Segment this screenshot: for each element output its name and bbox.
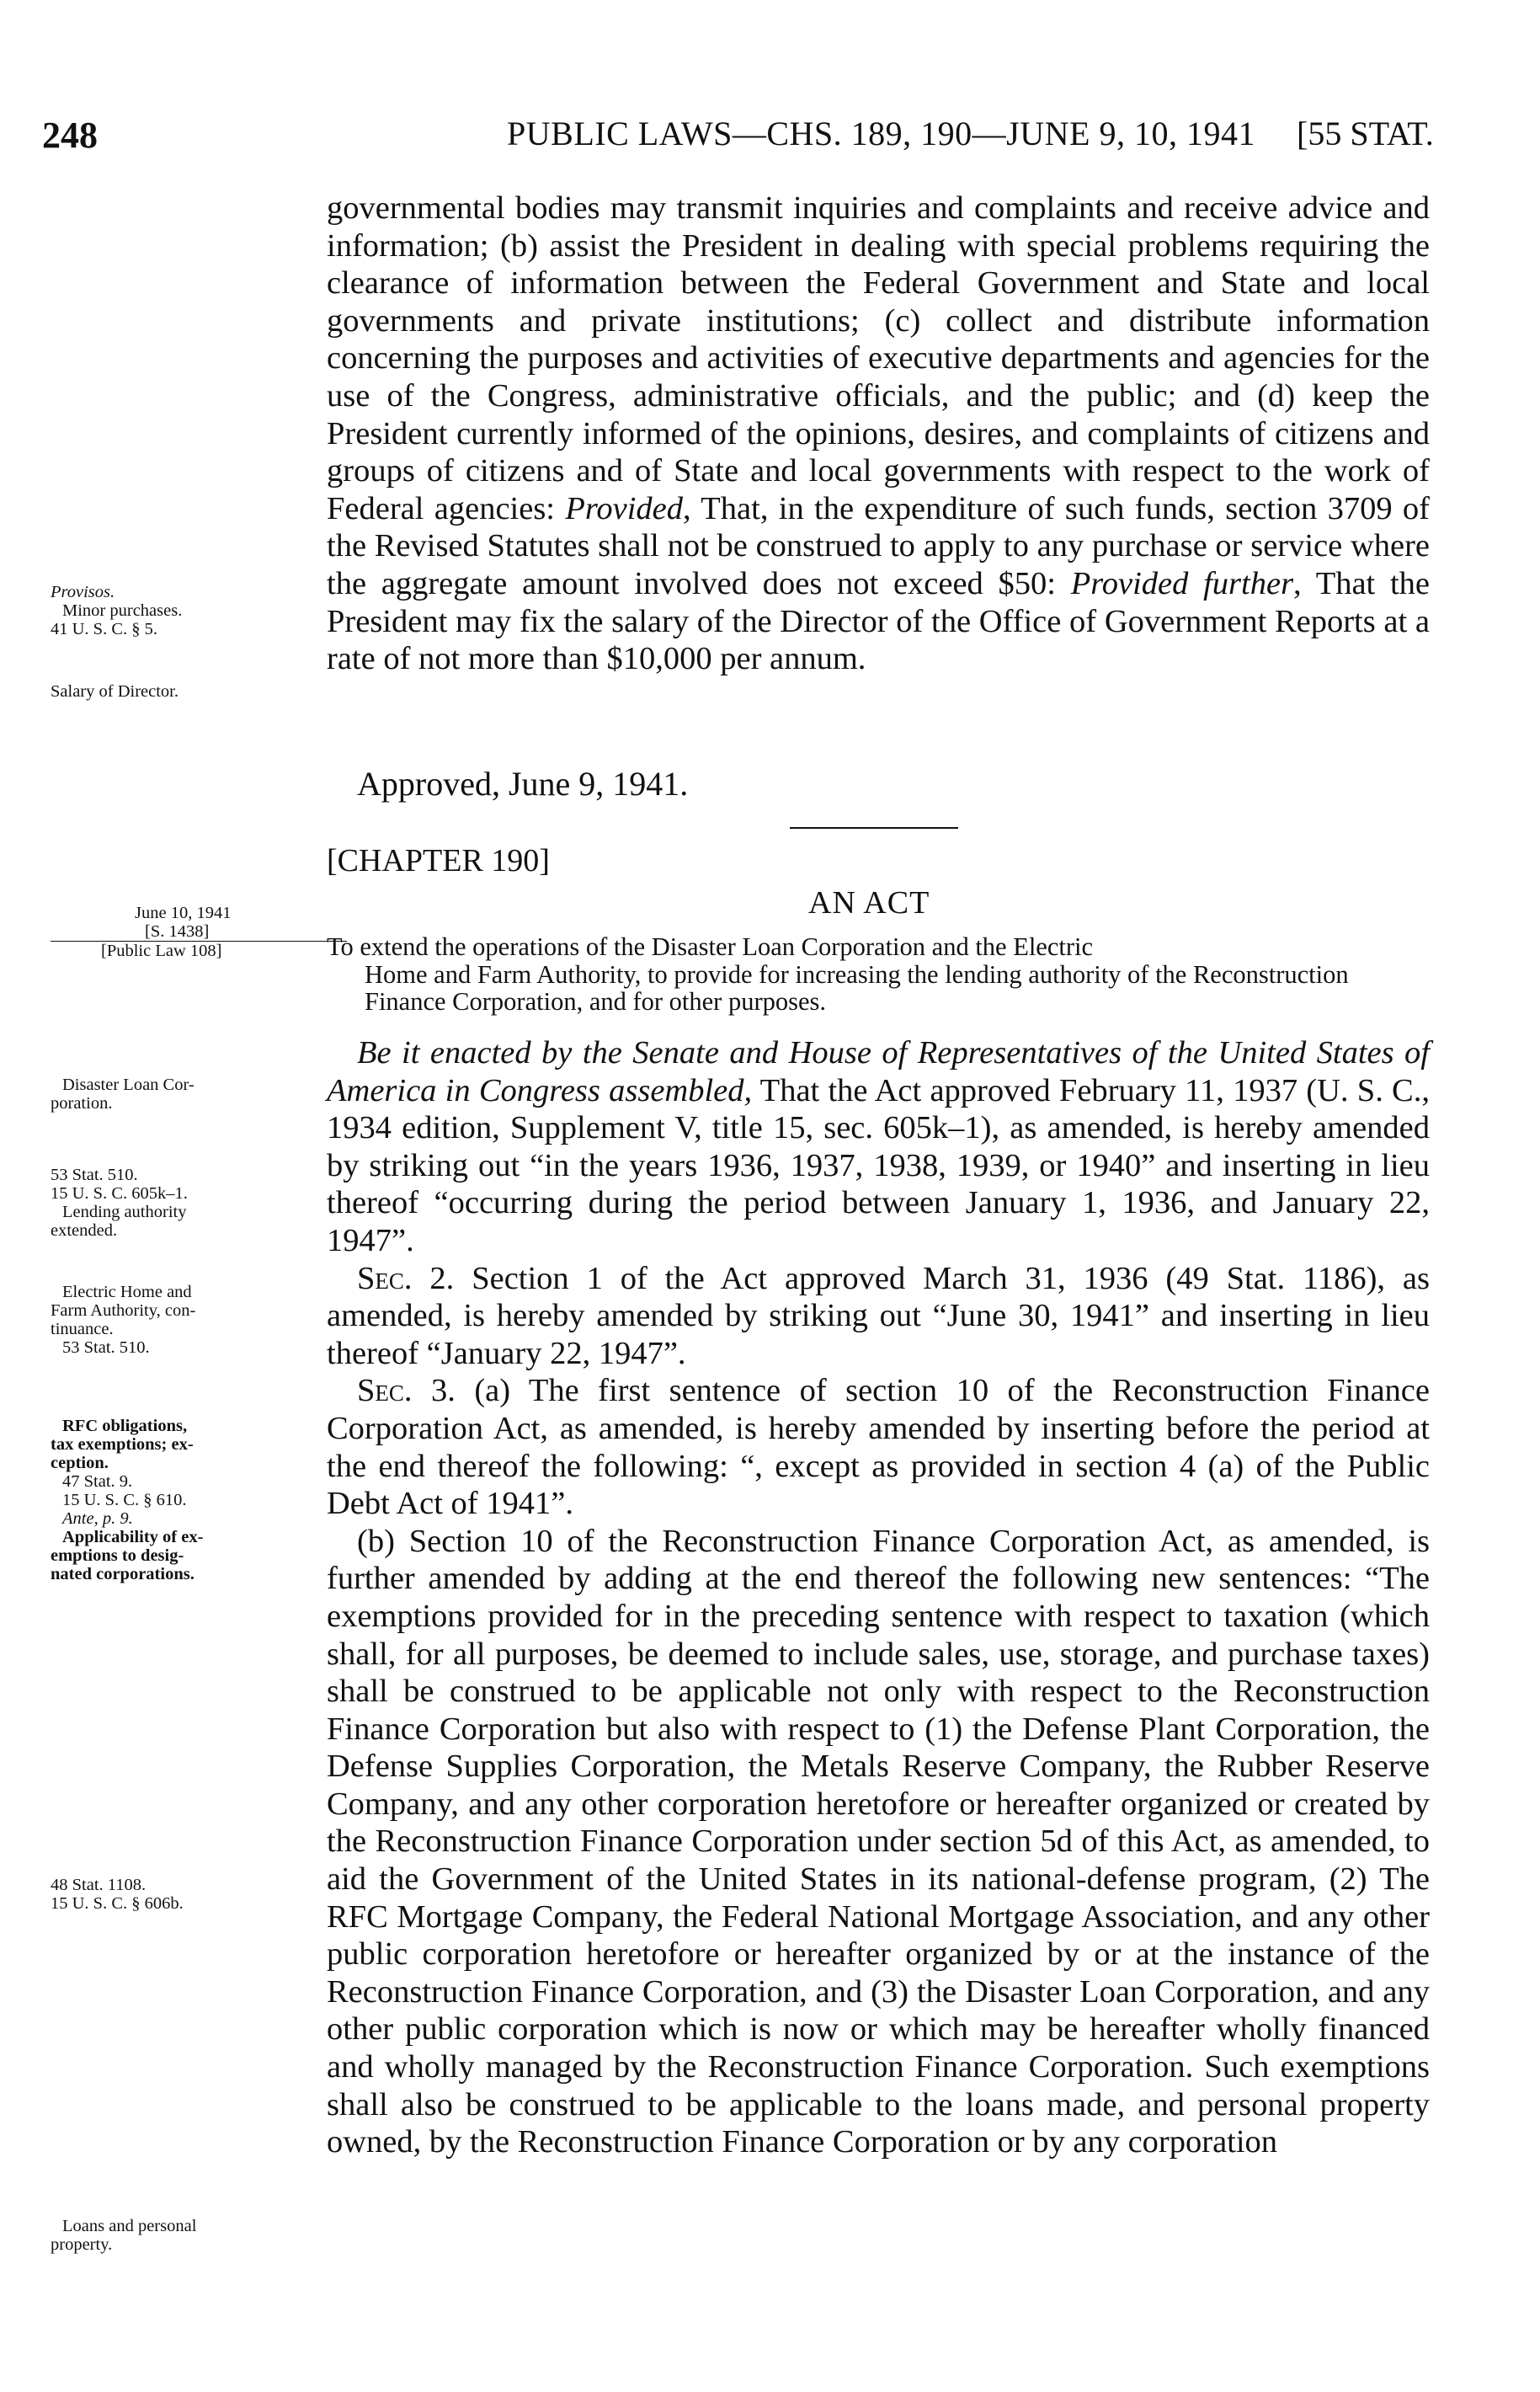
margin-note-provisos <box>51 583 182 638</box>
margin-lending-line1: Lending authority <box>62 1203 187 1221</box>
continuation-text: governmental bodies may transmit inquiries and complaints and receive advice and information; (b) assist the President in dealing with special problems requiring the clearance of information between the Federal Government and State and local governments and private institutions; (c) collect and distribute information concerning the purposes and activities of executive departments and agencies for the use of the Congress, administrative officials, and the public; and (d) keep the President currently informed of the opinions, desires, and complaints of citizens and groups of citizens and of State and local governments with respect to the work of Federal agencies: <box>327 190 1430 526</box>
section-divider <box>790 827 958 829</box>
margin-loans-line1: Loans and personal <box>62 2217 197 2235</box>
margin-note-date <box>51 904 328 960</box>
margin-48-stat: 48 Stat. 1108. <box>51 1876 147 1894</box>
proviso-further-label: Provided further <box>1070 565 1294 601</box>
margin-bill: [S. 1438] <box>51 922 347 942</box>
margin-public-law: [Public Law 108] <box>101 942 222 960</box>
chapter-190-body <box>327 1034 1430 2161</box>
chapter-heading: [CHAPTER 190] <box>327 843 550 878</box>
enacting-paragraph <box>327 1034 1430 1260</box>
section-3a-paragraph <box>327 1372 1430 1522</box>
margin-note-loans <box>51 2217 196 2254</box>
margin-rfc-line6: Ante, p. 9. <box>62 1509 133 1528</box>
margin-53-stat: 53 Stat. 510. <box>51 1166 138 1184</box>
section-1-text: That the Act approved February 11, 1937 (U. S. C., 1934 edition, Supplement V, title 15, sec. 605k–1), as amended, is hereby amended by striking out “in the years 1936, 1937, 1938, 1939, or 1940” and inserting in lieu thereof “occurring during the period between January 1, 1936, and January 22, 1947”. <box>327 1072 1430 1258</box>
section-2-paragraph <box>327 1260 1430 1373</box>
margin-loans-line2: property. <box>51 2235 113 2254</box>
proviso-label: Provided <box>565 490 684 526</box>
margin-disaster-line1: Disaster Loan Cor- <box>62 1076 194 1094</box>
margin-electric-line4: 53 Stat. 510. <box>62 1338 150 1357</box>
section-3a-text: (a) The first sentence of section 10 of the Reconstruction Finance Corporation Act, as amended, is hereby amended by inserting before the period at the end thereof the following: “, except as provided in section 4 (a) of the Public Debt Act of 1941”. <box>327 1373 1430 1522</box>
page-number: 248 <box>42 115 98 156</box>
section-2-label: Sec. 2. <box>357 1260 455 1296</box>
margin-disaster-line2: poration. <box>51 1094 113 1113</box>
approval-line: Approved, June 9, 1941. <box>357 765 689 803</box>
act-title: AN ACT <box>808 885 930 921</box>
act-purpose-rest: Home and Farm Authority, to provide for increasing the lending authority of the Reconstruction Finance Corporation, and for other purposes. <box>365 959 1349 1016</box>
section-2-text: Section 1 of the Act approved March 31, 1936 (49 Stat. 1186), as amended, is hereby amended by striking out “June 30, 1941” and inserting in lieu thereof “January 22, 1947”. <box>327 1260 1430 1371</box>
margin-electric-line3: tinuance. <box>51 1320 114 1338</box>
act-purpose-first: To extend the operations of the Disaster Loan Corporation and the Electric <box>327 932 1094 961</box>
margin-electric-line1: Electric Home and <box>62 1283 192 1301</box>
margin-lending-line2: extended. <box>51 1221 118 1240</box>
margin-applic-line2: emptions to desig- <box>51 1546 184 1565</box>
act-purpose <box>327 933 1430 1016</box>
margin-electric-line2: Farm Authority, con- <box>51 1301 196 1320</box>
proviso-further-text: , That the President may fix the salary of the Director of the Office of Government Reports at a rate of not more than $10,000 per annum. <box>327 565 1430 677</box>
margin-usc-605k: 15 U. S. C. 605k–1. <box>51 1184 188 1203</box>
chapter-189-body <box>327 190 1430 678</box>
margin-usc-606b: 15 U. S. C. § 606b. <box>51 1894 184 1913</box>
margin-rfc-line2: tax exemptions; ex- <box>51 1435 194 1454</box>
section-3-label: Sec. 3. <box>357 1373 456 1409</box>
volume-reference: [55 STAT. <box>1297 115 1434 152</box>
margin-note-disaster <box>51 1076 194 1113</box>
margin-applic-line3: nated corporations. <box>51 1565 194 1583</box>
margin-rfc-line5: 15 U. S. C. § 610. <box>62 1491 187 1509</box>
margin-date: June 10, 1941 <box>135 904 232 922</box>
margin-note-salary: Salary of Director. <box>51 682 179 701</box>
margin-note-rfc <box>51 1417 203 1583</box>
proviso-text: , That, in the expenditure of such funds, section 3709 of the Revised Statutes shall not be construed to apply to any purchase or service where the aggregate amount involved does not exceed $50: <box>327 490 1431 601</box>
margin-note-lending <box>51 1166 188 1240</box>
margin-rfc-line4: 47 Stat. 9. <box>62 1472 133 1491</box>
margin-rfc-line3: ception. <box>51 1454 109 1472</box>
margin-applic-line1: Applicability of ex- <box>62 1528 204 1546</box>
margin-note-48-stat <box>51 1876 184 1913</box>
margin-minor-purchases: Minor purchases. <box>62 601 183 620</box>
section-3b-paragraph: (b) Section 10 of the Reconstruction Finance Corporation Act, as amended, is further amended by adding at the end thereof the following new sentences: “The exemptions provided for in the preceding sentence with respect to taxation (which shall, for all purposes, be deemed to include sales, use, storage, and purchase taxes) shall be construed to be applicable not only with respect to the Reconstruction Finance Corporation but also with respect to (1) the Defense Plant Corporation, the Defense Supplies Corporation, the Metals Reserve Company, the Rubber Reserve Company, and any other corporation heretofore or hereafter organized or created by the Reconstruction Finance Corporation under section 5d of this Act, as amended, to aid the Government of the United States in its national-defense program, (2) The RFC Mortgage Company, the Federal National Mortgage Association, and any other public corporation heretofore or hereafter organized by or at the instance of the Reconstruction Finance Corporation, and (3) the Disaster Loan Corporation, and any other public corporation which is now or which may be hereafter wholly financed and wholly managed by the Reconstruction Finance Corporation. Such exemptions shall also be construed to be applicable to the loans made, and personal property owned, by the Reconstruction Finance Corporation or by any corporation <box>327 1523 1430 2160</box>
margin-note-electric <box>51 1283 195 1357</box>
enacting-clause: Be it enacted by the Senate and House of Representatives of the United States of America in Congress assembled, <box>327 1035 1430 1108</box>
margin-usc-41: 41 U. S. C. § 5. <box>51 620 158 638</box>
running-title: PUBLIC LAWS—CHS. 189, 190—JUNE 9, 10, 1941 <box>507 115 1255 152</box>
margin-rfc-line1: RFC obligations, <box>62 1417 188 1435</box>
margin-provisos: Provisos. <box>51 583 115 601</box>
